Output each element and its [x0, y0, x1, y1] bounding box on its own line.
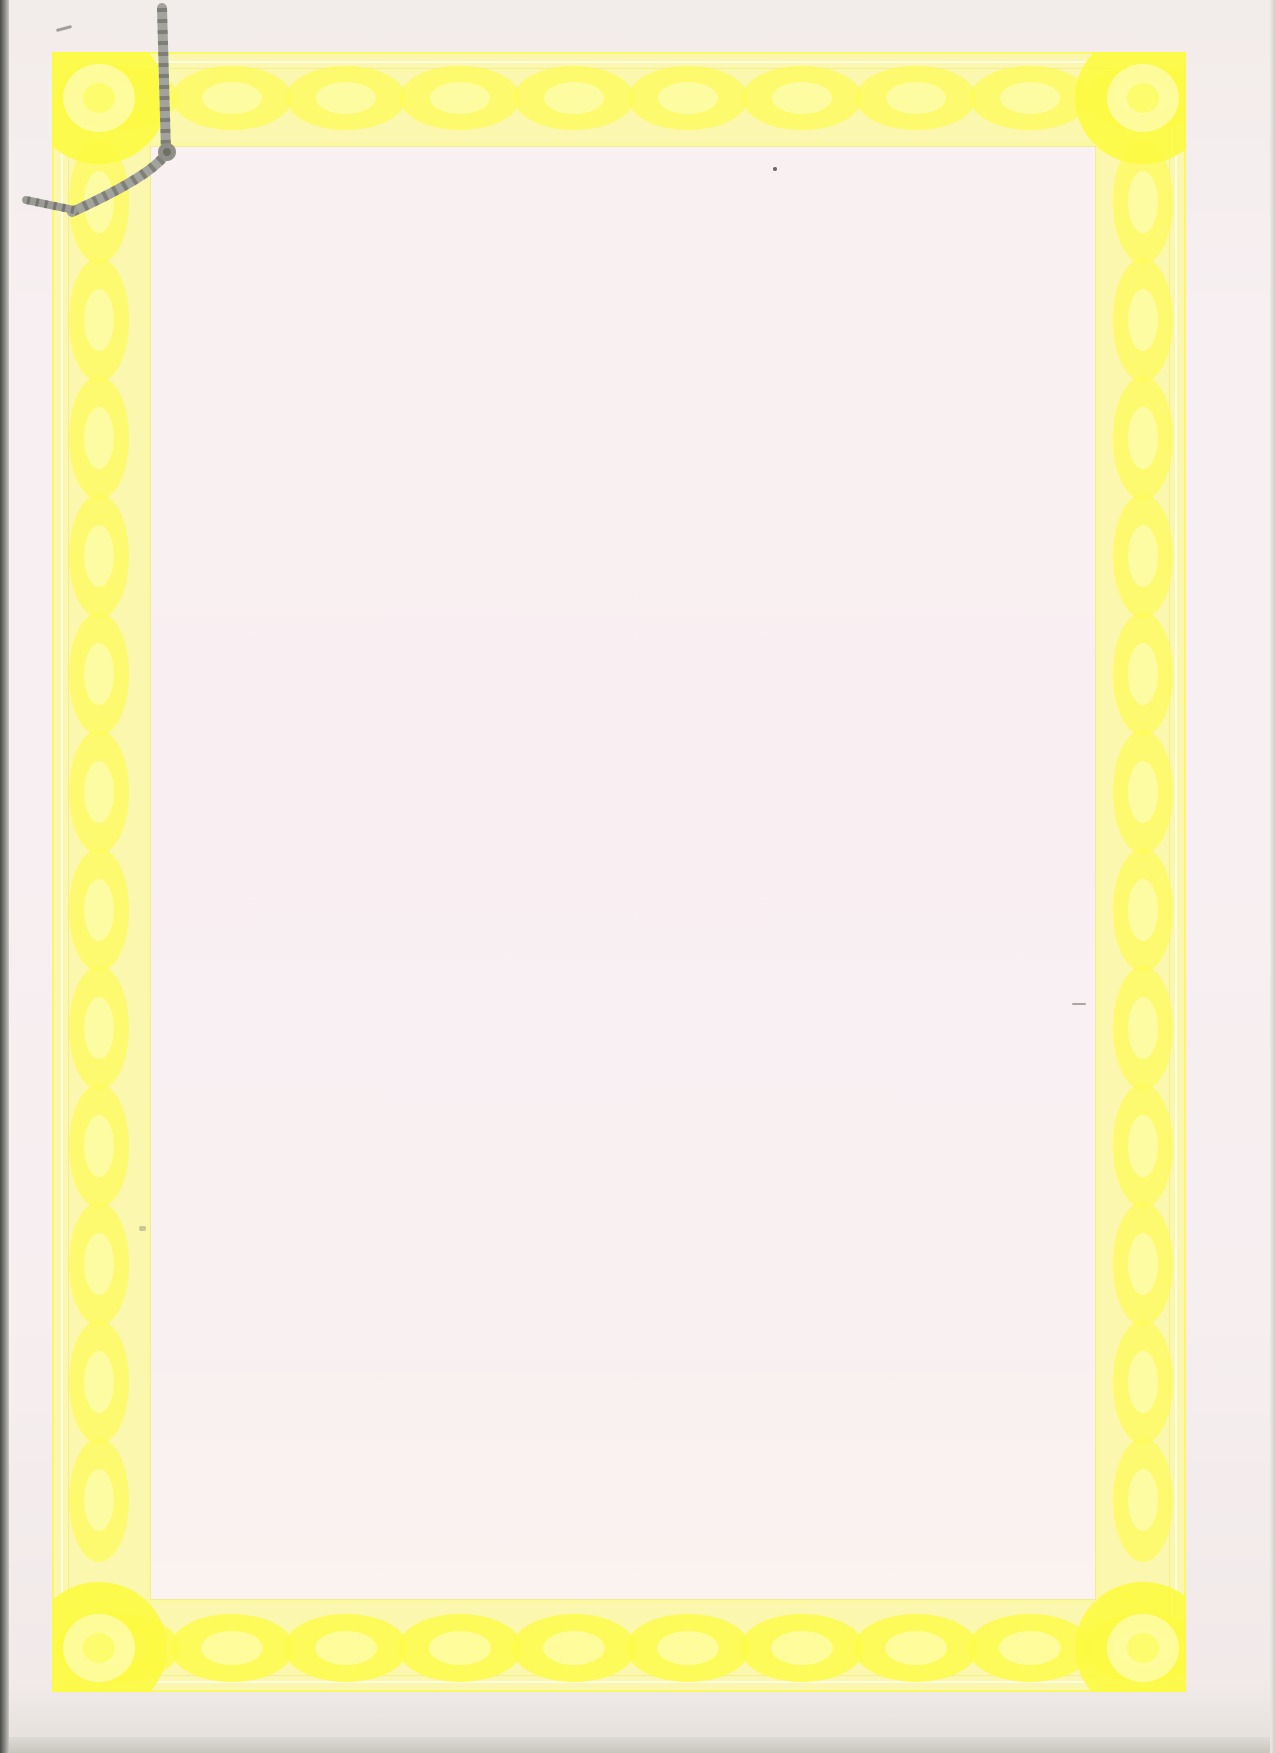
- scanner-edge-left: [0, 0, 9, 1753]
- scan-speck: [139, 1226, 146, 1231]
- scanner-edge-right: [1270, 0, 1275, 1753]
- scan-speck: [773, 167, 777, 171]
- frame-inner-area: [150, 146, 1096, 1600]
- scanner-edge-bottom: [0, 1737, 1275, 1753]
- guilloche-frame: [52, 52, 1186, 1692]
- binding-thread: [0, 0, 300, 260]
- scan-speck: [1072, 1003, 1086, 1005]
